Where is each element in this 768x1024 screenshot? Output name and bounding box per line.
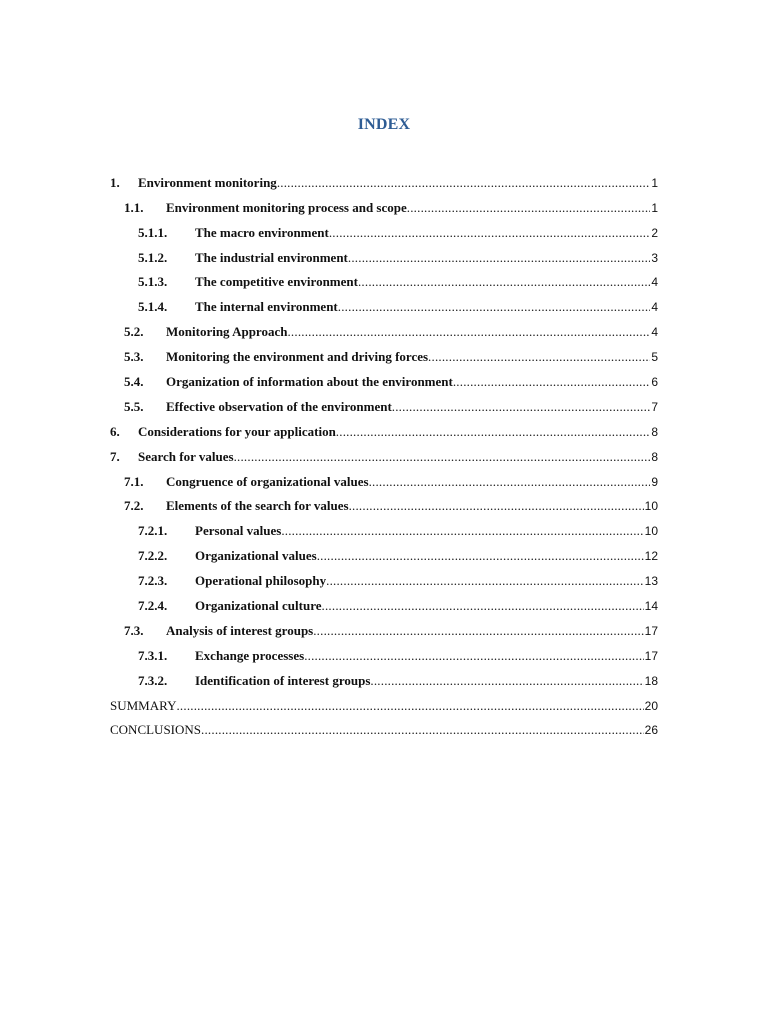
toc-entry-number: 7.2.	[124, 498, 144, 514]
toc-entry-page-number: 26	[644, 723, 658, 738]
toc-entry-title: Environment monitoring process and scope	[166, 199, 407, 215]
toc-entry[interactable]	[110, 241, 658, 266]
toc-entry[interactable]	[110, 664, 658, 689]
toc-entry-page-number: 9	[651, 474, 658, 489]
toc-entry-title: Operational philosophy	[195, 573, 327, 589]
toc-entry-page-number: 4	[651, 325, 658, 340]
toc-leader-dots	[369, 474, 651, 490]
toc-leader-dots	[201, 722, 644, 738]
toc-entry-number: 7.3.1.	[138, 647, 168, 663]
toc-entry-title: Elements of the search for values	[166, 498, 349, 514]
page-title: INDEX	[357, 116, 411, 133]
toc-entry[interactable]	[110, 216, 658, 241]
toc-entry-page-number: 5	[651, 350, 658, 365]
toc-entry-page-number: 4	[651, 300, 658, 315]
toc-entry-number: 7.2.2.	[138, 548, 168, 564]
toc-entry-title: Search for values	[138, 448, 234, 464]
toc-leader-dots	[277, 175, 651, 191]
toc-entry-title: SUMMARY	[110, 697, 177, 713]
toc-entry[interactable]	[110, 315, 658, 340]
toc-leader-dots	[287, 324, 650, 340]
toc-entry-page-number: 12	[644, 549, 658, 564]
toc-entry-number: 5.1.3.	[138, 274, 168, 290]
toc-entry-page-number: 6	[651, 375, 658, 390]
toc-entry-title: The industrial environment	[195, 249, 348, 265]
toc-leader-dots	[322, 598, 644, 614]
toc-entry-title: Congruence of organizational values	[166, 473, 369, 489]
toc-entry-number: 7.	[110, 448, 120, 464]
toc-entry-page-number: 20	[644, 698, 658, 713]
toc-entry-number: 7.3.	[124, 622, 144, 638]
toc-entry-title: The macro environment	[195, 224, 329, 240]
toc-entry[interactable]	[110, 514, 658, 539]
toc-leader-dots	[329, 225, 650, 241]
toc-leader-dots	[358, 274, 650, 290]
table-of-contents	[110, 166, 658, 738]
toc-entry-number: 7.1.	[124, 473, 144, 489]
toc-entry-number: 7.2.3.	[138, 573, 168, 589]
toc-entry[interactable]	[110, 465, 658, 490]
toc-leader-dots	[336, 424, 651, 440]
toc-entry-number: 6.	[110, 423, 120, 439]
toc-entry-title: CONCLUSIONS	[110, 722, 202, 738]
toc-entry-title: Exchange processes	[195, 647, 305, 663]
toc-entry-title: Analysis of interest groups	[166, 622, 314, 638]
toc-entry-title: Monitoring the environment and driving forces	[166, 349, 429, 365]
toc-entry-title: Identification of interest groups	[195, 672, 371, 688]
toc-entry-page-number: 4	[651, 275, 658, 290]
toc-entry-number: 5.1.4.	[138, 299, 168, 315]
toc-entry[interactable]	[110, 714, 658, 739]
toc-entry-page-number: 17	[644, 623, 658, 638]
toc-entry[interactable]	[110, 166, 658, 191]
toc-entry[interactable]	[110, 266, 658, 291]
toc-entry-page-number: 1	[651, 200, 658, 215]
toc-entry[interactable]	[110, 614, 658, 639]
toc-entry-number: 7.3.2.	[138, 672, 168, 688]
toc-leader-dots	[348, 250, 650, 266]
toc-entry-number: 5.3.	[124, 349, 144, 365]
toc-entry-number: 5.5.	[124, 398, 144, 414]
toc-entry-number: 1.	[110, 174, 120, 190]
toc-entry-page-number: 18	[644, 673, 658, 688]
toc-entry[interactable]	[110, 290, 658, 315]
toc-leader-dots	[338, 299, 651, 315]
toc-entry-title: The internal environment	[195, 299, 338, 315]
toc-entry-title: Considerations for your application	[138, 423, 336, 439]
toc-entry-number: 5.1.2.	[138, 249, 168, 265]
toc-entry[interactable]	[110, 589, 658, 614]
toc-entry[interactable]	[110, 340, 658, 365]
toc-entry-number: 1.1.	[124, 199, 144, 215]
toc-entry[interactable]	[110, 415, 658, 440]
toc-leader-dots	[453, 374, 650, 390]
toc-entry[interactable]	[110, 191, 658, 216]
toc-entry-page-number: 7	[651, 399, 658, 414]
toc-entry[interactable]	[110, 440, 658, 465]
toc-entry-page-number: 8	[651, 424, 658, 439]
toc-entry[interactable]	[110, 390, 658, 415]
toc-entry-title: Personal values	[195, 523, 282, 539]
toc-entry-title: Environment monitoring	[138, 174, 277, 190]
toc-leader-dots	[407, 200, 651, 216]
toc-entry-page-number: 10	[644, 499, 658, 514]
toc-leader-dots	[176, 698, 643, 714]
toc-entry-title: Effective observation of the environment	[166, 398, 392, 414]
toc-entry-title: Organizational values	[195, 548, 317, 564]
toc-entry-title: Monitoring Approach	[166, 324, 288, 340]
toc-entry-number: 7.2.1.	[138, 523, 168, 539]
toc-entry-title: Organizational culture	[195, 598, 322, 614]
toc-entry[interactable]	[110, 639, 658, 664]
toc-leader-dots	[349, 498, 644, 514]
toc-leader-dots	[313, 623, 643, 639]
toc-entry-number: 7.2.4.	[138, 598, 168, 614]
toc-entry-number: 5.1.1.	[138, 224, 168, 240]
toc-leader-dots	[317, 548, 644, 564]
toc-entry-page-number: 8	[651, 449, 658, 464]
toc-entry-page-number: 1	[651, 175, 658, 190]
toc-entry[interactable]	[110, 490, 658, 515]
toc-entry[interactable]	[110, 564, 658, 589]
toc-leader-dots	[326, 573, 644, 589]
toc-entry-page-number: 13	[644, 574, 658, 589]
toc-entry-page-number: 17	[644, 648, 658, 663]
toc-entry[interactable]	[110, 689, 658, 714]
toc-entry[interactable]	[110, 539, 658, 564]
toc-entry-number: 5.2.	[124, 324, 144, 340]
toc-leader-dots	[392, 399, 651, 415]
toc-leader-dots	[428, 349, 650, 365]
toc-entry-number: 5.4.	[124, 374, 144, 390]
toc-leader-dots	[304, 648, 643, 664]
toc-leader-dots	[234, 449, 651, 465]
toc-leader-dots	[281, 523, 643, 539]
toc-entry-title: The competitive environment	[195, 274, 358, 290]
toc-entry-title: Organization of information about the environment	[166, 374, 453, 390]
toc-entry[interactable]	[110, 365, 658, 390]
toc-entry-page-number: 2	[651, 225, 658, 240]
toc-entry-page-number: 3	[651, 250, 658, 265]
toc-entry-page-number: 10	[644, 524, 658, 539]
toc-leader-dots	[370, 673, 643, 689]
toc-entry-page-number: 14	[644, 599, 658, 614]
